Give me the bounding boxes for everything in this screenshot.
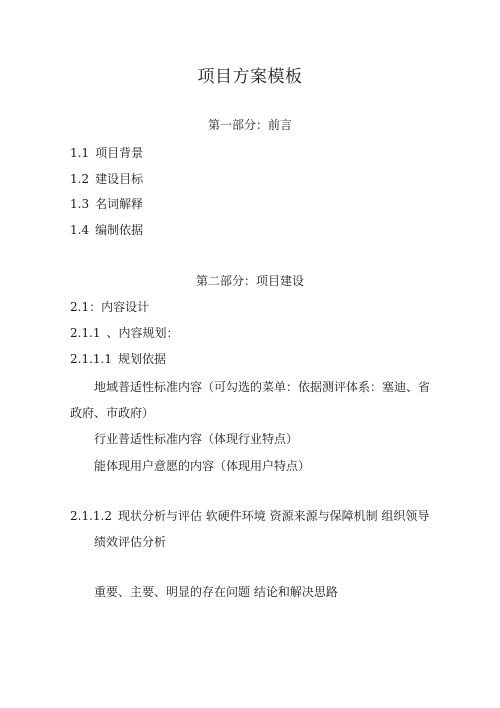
paragraph-user: 能体现用户意愿的内容（体现用户特点） — [94, 459, 311, 473]
section-1-2 — [70, 170, 143, 187]
paragraph-regional-line2: 政府、市政府） — [70, 406, 155, 420]
section-title: 建设目标 — [95, 172, 144, 186]
section-title: 现状分析与评估 软硬件环境 资源来源与保障机制 组织领导 — [117, 509, 430, 523]
section-title: 规划依据 — [117, 352, 166, 366]
section-number: 2.1.1.2 — [70, 509, 112, 523]
section-1-1 — [70, 144, 143, 161]
section-number: 1.3 — [70, 197, 90, 211]
section-title: 名词解释 — [95, 197, 144, 211]
section-number: 1.1 — [70, 146, 90, 160]
section-2-1: 2.1：内容设计 — [70, 300, 150, 314]
section-2-1-1 — [70, 324, 179, 341]
section-2-1-1-2-line2: 绩效评估分析 — [94, 535, 167, 549]
part2-heading: 第二部分：项目建设 — [195, 274, 304, 288]
section-title: 编制依据 — [95, 223, 144, 237]
section-2-1-1-1 — [70, 350, 166, 367]
section-number: 2.1.1 — [70, 326, 101, 340]
document-title: 项目方案模板 — [197, 67, 303, 87]
part1-heading: 第一部分：前言 — [207, 118, 292, 132]
section-1-3 — [70, 195, 143, 212]
section-title: 、内容规划： — [106, 326, 179, 340]
section-number: 1.4 — [70, 223, 90, 237]
section-number: 1.2 — [70, 172, 90, 186]
section-2-1-1-2 — [70, 507, 429, 524]
section-title: 项目背景 — [95, 146, 144, 160]
paragraph-regional-line1: 地域普适性标准内容（可勾选的菜单：依据测评体系：塞迪、省 — [94, 380, 431, 394]
paragraph-industry: 行业普适性标准内容（体现行业特点） — [94, 432, 299, 446]
section-number: 2.1.1.1 — [70, 352, 112, 366]
paragraph-problems: 重要、主要、明显的存在问题 结论和解决思路 — [94, 585, 338, 599]
section-1-4 — [70, 221, 143, 238]
